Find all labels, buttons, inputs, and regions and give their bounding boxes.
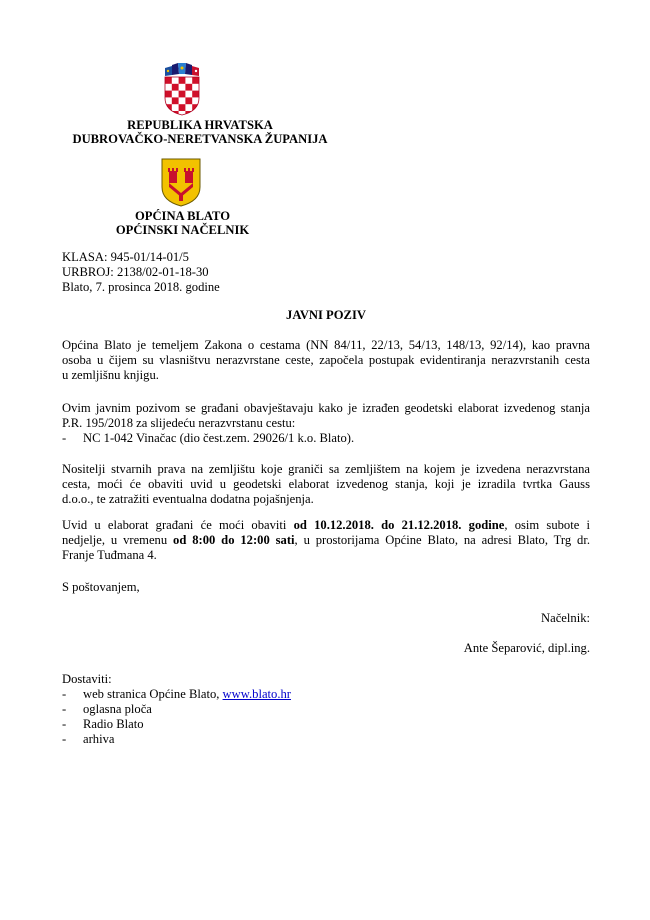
paragraph-line: Franje Tuđmana 4. bbox=[62, 548, 157, 562]
paragraph-line bbox=[62, 518, 590, 533]
delivery-item-text: web stranica Općine Blato, bbox=[83, 687, 223, 701]
list-dash: - bbox=[62, 717, 67, 731]
paragraph-elaborate bbox=[62, 401, 590, 431]
inspection-date-range: od 10.12.2018. do 21.12.2018. godine bbox=[293, 518, 505, 532]
paragraph-line: d.o.o., te zatražiti eventualna dodatna pojašnjenja. bbox=[62, 492, 314, 506]
inspection-time-range: od 8:00 do 12:00 sati bbox=[173, 533, 295, 547]
delivery-item-text: oglasna ploča bbox=[83, 702, 152, 716]
paragraph-inspection-dates bbox=[62, 518, 590, 563]
header-county: DUBROVAČKO-NERETVANSKA ŽUPANIJA bbox=[72, 132, 328, 146]
paragraph-legal-basis bbox=[62, 338, 590, 383]
reference-klasa: KLASA: 945-01/14-01/5 bbox=[62, 250, 189, 264]
paragraph-rights-holders bbox=[62, 462, 590, 507]
blato-coat-of-arms-icon bbox=[160, 157, 202, 207]
paragraph-line: P.R. 195/2018 za slijedeću nerazvrstanu cestu: bbox=[62, 416, 296, 430]
list-dash: - bbox=[62, 687, 67, 701]
text-segment: Uvid u elaborat građani će moći obaviti bbox=[62, 518, 294, 532]
delivery-item-text: arhiva bbox=[83, 732, 115, 746]
list-dash: - bbox=[62, 702, 67, 716]
paragraph-line: osoba u čijem su vlasništvu nerazvrstane ceste, započela postupak evidentiranja nerazvrstanih cesta bbox=[62, 353, 590, 367]
paragraph-line: Nositelji stvarnih prava na zemljištu koje graniči sa zemljištem na kojem je izvedena nerazvrstana bbox=[62, 462, 590, 476]
paragraph-line: Ovim javnim pozivom se građani obavještavaju kako je izrađen geodetski elaborat izvedenog stanja bbox=[62, 401, 590, 415]
list-dash: - bbox=[62, 431, 67, 445]
header-office: OPĆINSKI NAČELNIK bbox=[115, 223, 250, 237]
delivery-heading: Dostaviti: bbox=[62, 672, 112, 686]
text-segment: , u prostorijama Općine Blato, na adresi Blato, Trg dr. bbox=[294, 533, 591, 547]
reference-urbroj: URBROJ: 2138/02-01-18-30 bbox=[62, 265, 209, 279]
text-segment: , osim subote i bbox=[504, 518, 590, 532]
paragraph-line: u zemljišnu knjigu. bbox=[62, 368, 159, 382]
header-municipality: OPĆINA BLATO bbox=[134, 209, 231, 223]
signature-name: Ante Šeparović, dipl.ing. bbox=[463, 641, 590, 655]
delivery-item-text: Radio Blato bbox=[83, 717, 144, 731]
delivery-item bbox=[62, 732, 114, 747]
delivery-item bbox=[62, 702, 152, 717]
page-title: JAVNI POZIV bbox=[286, 308, 366, 322]
blato-website-link[interactable]: www.blato.hr bbox=[222, 687, 291, 701]
list-dash: - bbox=[62, 732, 67, 746]
road-list-item bbox=[62, 431, 354, 446]
paragraph-line: cesta, moći će obaviti uvid u geodetski elaborat izvedenog stanja, koji je izradila tvrtka Gauss bbox=[62, 477, 590, 491]
road-item-text: NC 1-042 Vinačac (dio čest.zem. 29026/1 k.o. Blato). bbox=[83, 431, 355, 445]
delivery-item bbox=[62, 717, 144, 732]
paragraph-line bbox=[62, 533, 590, 548]
header-republic: REPUBLIKA HRVATSKA bbox=[127, 118, 273, 132]
signature-role: Načelnik: bbox=[541, 611, 590, 625]
croatia-coat-of-arms-icon bbox=[163, 62, 201, 116]
greeting: S poštovanjem, bbox=[62, 580, 140, 594]
paragraph-line: Općina Blato je temeljem Zakona o cestama (NN 84/11, 22/13, 54/13, 148/13, 92/14), kao pravna bbox=[62, 338, 590, 352]
text-segment: nedjelje, u vremenu bbox=[62, 533, 174, 547]
delivery-item bbox=[62, 687, 291, 702]
reference-place-date: Blato, 7. prosinca 2018. godine bbox=[62, 280, 220, 294]
